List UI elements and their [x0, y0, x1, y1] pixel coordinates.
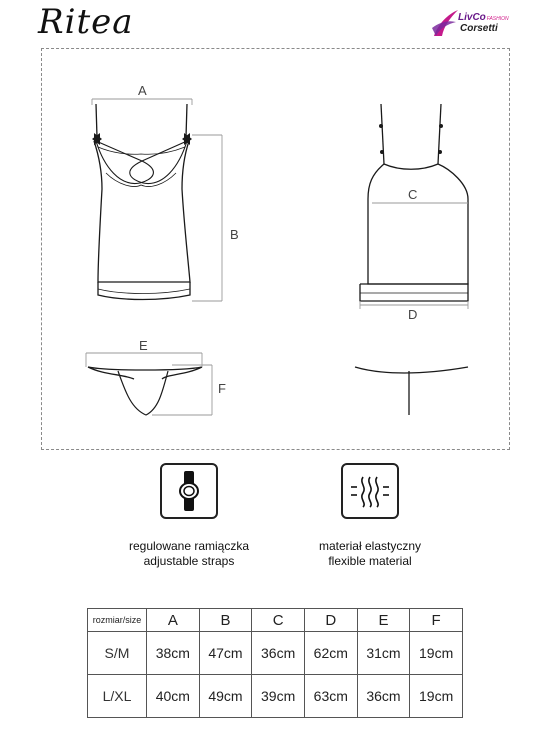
size-table-header — [88, 609, 463, 632]
size-cell: 38cm — [147, 632, 200, 675]
measurement-diagram — [41, 48, 510, 450]
size-header-cell: A — [147, 609, 200, 632]
size-header-cell: E — [357, 609, 410, 632]
size-cell: 39cm — [252, 675, 305, 718]
size-cell: 19cm — [410, 675, 463, 718]
size-cell: 62cm — [304, 632, 357, 675]
size-cell: 36cm — [357, 675, 410, 718]
size-row-label: L/XL — [88, 675, 147, 718]
adjustable-strap-icon — [160, 463, 218, 519]
size-cell: 63cm — [304, 675, 357, 718]
feature-label-flexible-material — [270, 539, 470, 569]
table-row — [88, 675, 463, 718]
size-cell: 31cm — [357, 632, 410, 675]
brand-name-line2: Corsetti — [460, 23, 498, 34]
brand-name-line1: LivCoFASHION — [458, 12, 509, 23]
dimension-label-d: D — [408, 307, 418, 322]
size-header-cell: D — [304, 609, 357, 632]
size-cell: 19cm — [410, 632, 463, 675]
size-cell: 47cm — [199, 632, 252, 675]
feature-label-en: flexible material — [328, 554, 412, 568]
feature-label-pl: materiał elastyczny — [318, 539, 422, 553]
brand-logo — [430, 6, 520, 42]
feature-label-pl: regulowane ramiączka — [128, 539, 250, 553]
chemise-back-drawing — [360, 104, 468, 301]
size-header-cell: F — [410, 609, 463, 632]
dimension-label-b: B — [230, 227, 239, 242]
dimension-label-e: E — [139, 338, 148, 353]
size-cell: 49cm — [199, 675, 252, 718]
thong-front-drawing — [88, 367, 202, 415]
size-cell: 40cm — [147, 675, 200, 718]
garment-drawings — [42, 49, 511, 451]
product-title: Ritea — [38, 2, 134, 42]
feature-label-en: adjustable straps — [143, 554, 235, 568]
flexible-material-icon — [341, 463, 399, 519]
brand-mark-icon — [430, 6, 460, 40]
dimension-label-a: A — [138, 83, 147, 98]
size-row-label: S/M — [88, 632, 147, 675]
size-table — [87, 608, 463, 718]
size-header-cell: C — [252, 609, 305, 632]
chemise-front-drawing — [94, 104, 190, 300]
size-header-cell: rozmiar/size — [88, 609, 147, 632]
table-row — [88, 632, 463, 675]
dimension-label-f: F — [218, 381, 226, 396]
dimension-label-c: C — [408, 187, 418, 202]
size-cell: 36cm — [252, 632, 305, 675]
thong-back-drawing — [355, 367, 468, 415]
size-header-cell: B — [199, 609, 252, 632]
feature-label-adjustable-straps — [89, 539, 289, 569]
